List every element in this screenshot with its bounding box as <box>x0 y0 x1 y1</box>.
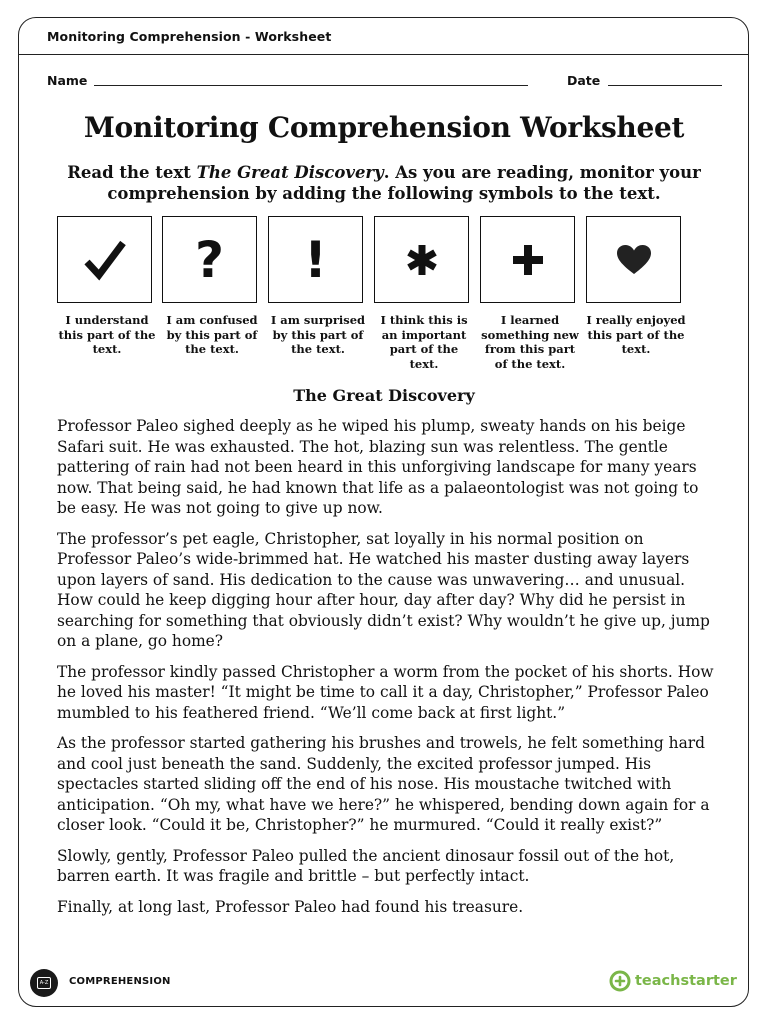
worksheet-title: Monitoring Comprehension Worksheet <box>83 111 685 144</box>
story-paragraph: Professor Paleo sighed deeply as he wiped his plump, sweaty hands on his beige Safari suit. He was exhausted. The hot, blazing sun was relentless. The gentle pattering of rain had not been heard in this unforgiving landscape for many years now. That being said, he had known that life as a palaeontologist was not going to be easy. He was not going to give up now. <box>57 417 699 517</box>
asterisk-icon <box>405 243 439 277</box>
heart-icon <box>616 244 652 276</box>
story-paragraph: Finally, at long last, Professor Paleo had found his treasure. <box>57 897 524 916</box>
date-field[interactable] <box>608 85 722 86</box>
name-label: Name <box>47 73 88 88</box>
symbol-box <box>57 216 152 303</box>
symbol-learned <box>480 216 580 371</box>
symbol-caption: I really enjoyed this part of the text. <box>586 313 686 356</box>
plus-icon <box>511 243 545 277</box>
exclamation-mark-icon: ! <box>304 230 327 289</box>
brand-name: teachstarter <box>635 973 737 989</box>
story-paragraph: As the professor started gathering his brushes and trowels, he felt something hard and cool just beneath the sand. Suddenly, the excited professor jumped. His spectacles started sliding off the end of his nose. His moustache twitched with anticipation. “Oh my, what have we here?” he whispered, bending down again for a closer look. “Could it be, Christopher?” he murmured. “Could it really exist?” <box>57 734 710 834</box>
symbol-legend <box>57 216 687 386</box>
story-title: The Great Discovery <box>293 386 475 405</box>
symbol-important <box>374 216 474 371</box>
story-text <box>57 416 717 927</box>
symbol-caption: I think this is an important part of the text. <box>380 313 468 371</box>
story-paragraph: Slowly, gently, Professor Paleo pulled the ancient dinosaur fossil out of the hot, barren earth. It was fragile and brittle – but perfectly intact. <box>57 846 675 885</box>
symbol-box <box>162 216 257 303</box>
question-mark-icon: ? <box>194 230 224 289</box>
story-paragraph: The professor’s pet eagle, Christopher, sat loyally in his normal position on Professor Paleo’s wide-brimmed hat. He watched his master dusting away layers upon layers of sand. His dedication to the cause was unwavering… and unusual. How could he keep digging hour after hour, day after day? Why did he persist in searching for something that obviously didn’t exist? Why wouldn’t he give up, jump on a plane, go home? <box>57 529 710 650</box>
symbol-caption: I am surprised by this part of the text. <box>270 313 366 356</box>
instructions-book-title: The Great Discovery <box>196 163 384 182</box>
header-divider <box>18 54 749 55</box>
comprehension-badge-icon <box>30 969 58 997</box>
teachstarter-logo-icon <box>609 970 631 992</box>
story-paragraph: The professor kindly passed Christopher a worm from the pocket of his shorts. How he loved his master! “It might be time to call it a day, Christopher,” Professor Paleo mumbled to his feathered friend. “We’ll come back at first light.” <box>57 662 714 722</box>
header-title: Monitoring Comprehension - Worksheet <box>47 29 332 44</box>
instructions-text-1: Read the text <box>67 163 197 182</box>
symbol-box <box>480 216 575 303</box>
symbol-box <box>586 216 681 303</box>
symbol-confused <box>162 216 262 357</box>
brand-logo <box>609 970 737 992</box>
symbol-caption: I learned something new from this part of the text. <box>481 313 579 371</box>
symbol-box <box>374 216 469 303</box>
name-field[interactable] <box>94 85 528 86</box>
symbol-understand <box>57 216 157 357</box>
symbol-caption: I am confused by this part of the text. <box>166 313 258 356</box>
symbol-surprised <box>268 216 368 357</box>
checkmark-icon <box>83 238 127 282</box>
instructions-text-2: . As you are reading, monitor your comprehension by adding the following symbols to the text. <box>107 163 701 203</box>
symbol-enjoyed <box>586 216 686 357</box>
symbol-caption: I understand this part of the text. <box>58 313 156 356</box>
footer-category: COMPREHENSION <box>69 976 171 987</box>
instructions <box>60 162 708 204</box>
badge-text: A-Z <box>37 977 51 989</box>
symbol-box <box>268 216 363 303</box>
date-label: Date <box>567 73 601 88</box>
